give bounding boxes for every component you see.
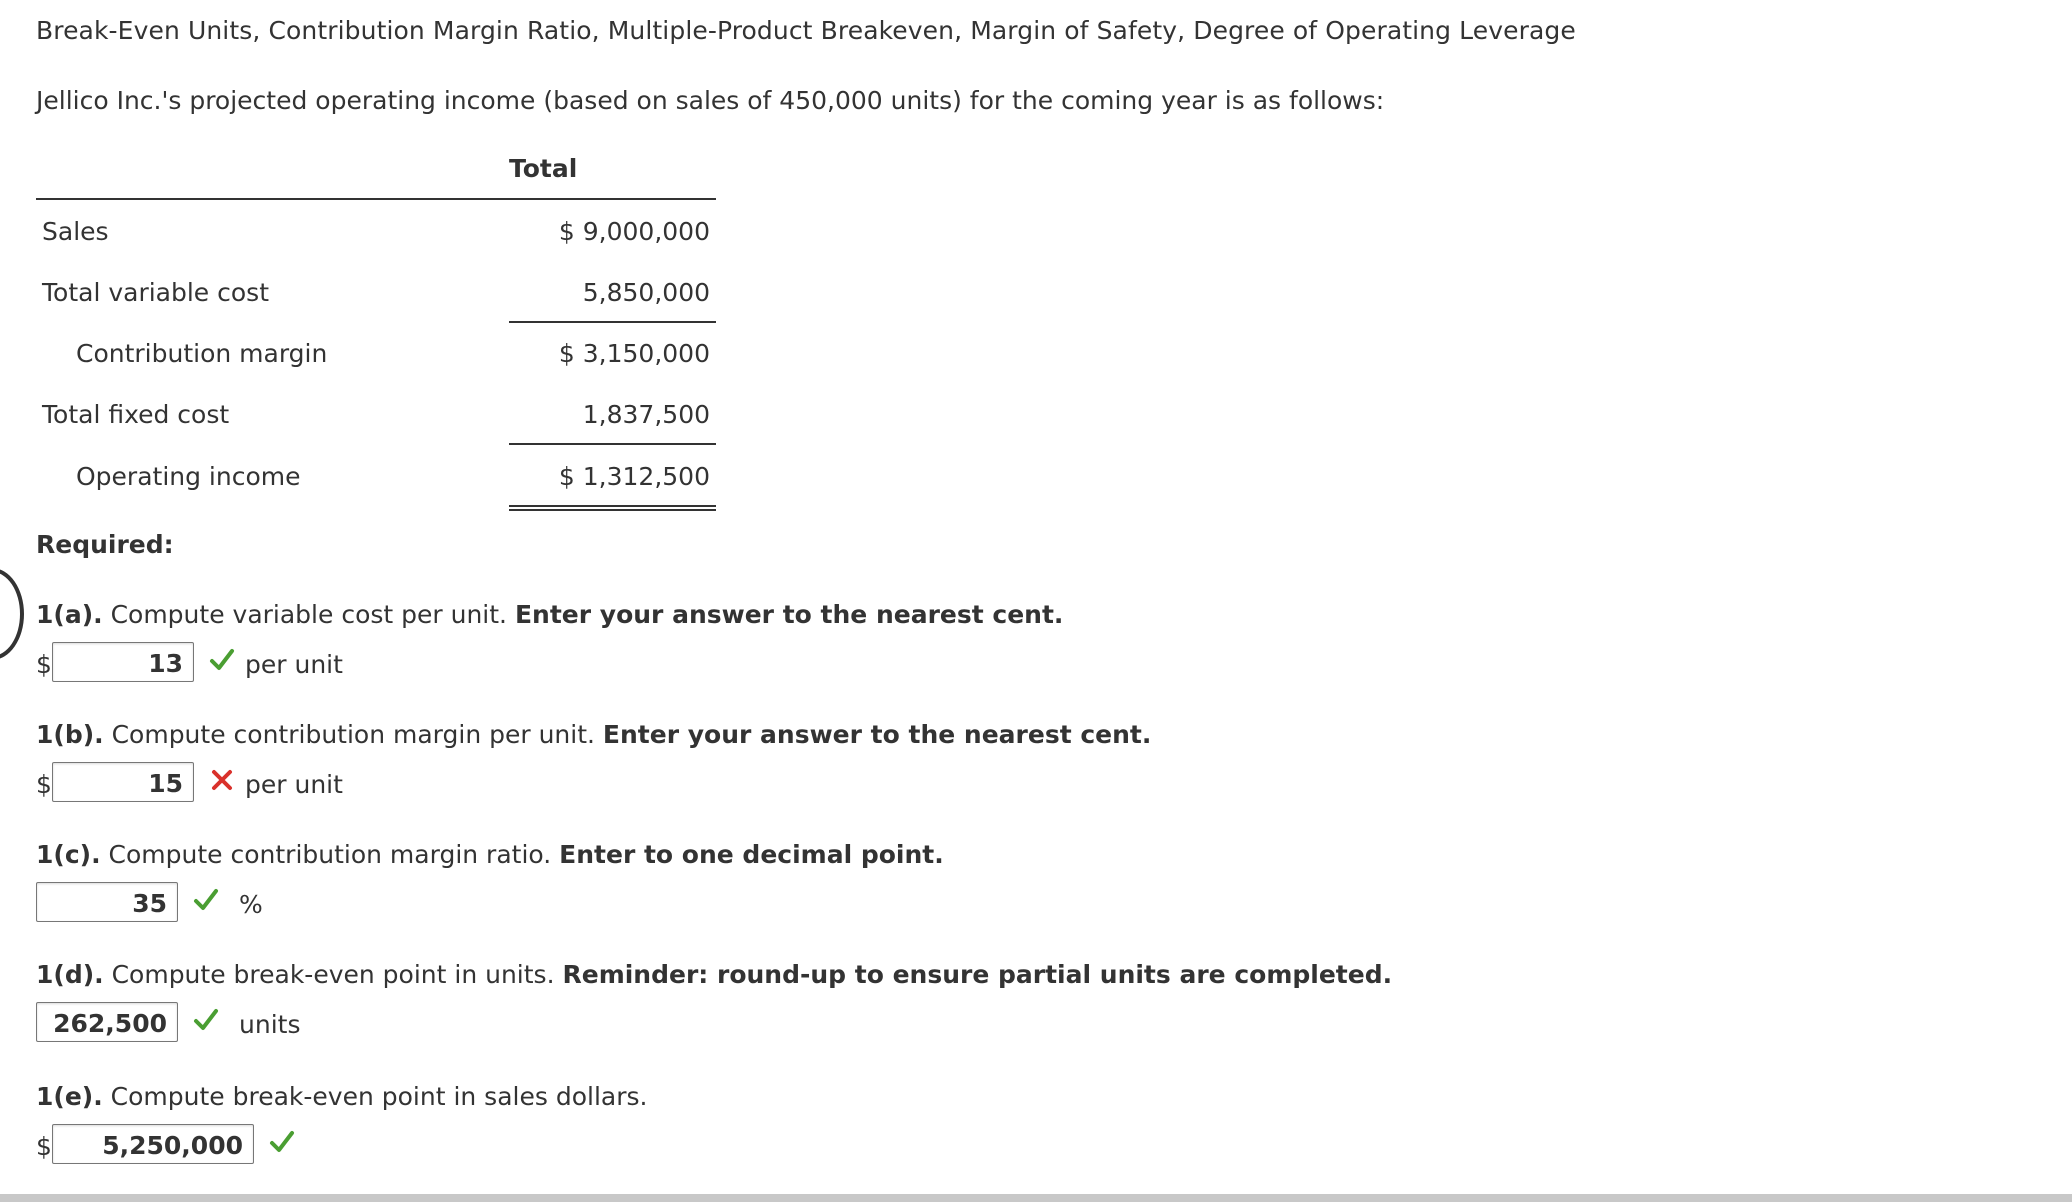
statement-row-variable-cost xyxy=(36,261,716,321)
statement-row-fixed-cost xyxy=(36,383,716,443)
correct-check-icon xyxy=(208,646,236,674)
answer-input-1a[interactable]: 13 xyxy=(52,642,194,682)
row-value: 5,850,000 xyxy=(582,278,710,307)
correct-check-icon xyxy=(192,886,220,914)
correct-check-icon xyxy=(192,1006,220,1034)
required-heading: Required: xyxy=(36,530,174,559)
question-text: Compute contribution margin per unit. xyxy=(103,720,603,749)
question-number: 1(e). xyxy=(36,1082,103,1111)
unit-label: % xyxy=(239,890,263,919)
row-value: $ 9,000,000 xyxy=(558,217,710,246)
answer-input-1c[interactable]: 35 xyxy=(36,882,178,922)
answer-row-1c xyxy=(36,882,436,926)
statement-row-contribution-margin xyxy=(36,322,716,382)
answer-input-1d[interactable]: 262,500 xyxy=(36,1002,178,1042)
question-number: 1(a). xyxy=(36,600,103,629)
scroll-indicator xyxy=(0,568,24,660)
row-value: $ 3,150,000 xyxy=(558,339,710,368)
question-instruction: Reminder: round-up to ensure partial units are completed. xyxy=(562,960,1393,989)
statement-header xyxy=(36,150,716,200)
question-1d xyxy=(36,960,1392,989)
question-text: Compute break-even point in units. xyxy=(103,960,563,989)
currency-prefix: $ xyxy=(36,1132,52,1161)
question-number: 1(d). xyxy=(36,960,104,989)
question-1c xyxy=(36,840,944,869)
answer-input-1e[interactable]: 5,250,000 xyxy=(52,1124,254,1164)
correct-check-icon xyxy=(268,1128,296,1156)
incorrect-x-icon xyxy=(208,766,236,794)
question-text: Compute variable cost per unit. xyxy=(102,600,515,629)
answer-row-1d xyxy=(36,1002,436,1046)
question-instruction: Enter your answer to the nearest cent. xyxy=(514,600,1064,629)
currency-prefix: $ xyxy=(36,770,52,799)
answer-input-1b[interactable]: 15 xyxy=(52,762,194,802)
question-instruction: Enter your answer to the nearest cent. xyxy=(602,720,1152,749)
question-1e xyxy=(36,1082,647,1111)
row-value: $ 1,312,500 xyxy=(558,462,710,491)
question-1a xyxy=(36,600,1063,629)
answer-row-1a xyxy=(36,642,436,686)
column-header-total: Total xyxy=(509,154,578,183)
row-label: Total fixed cost xyxy=(42,400,230,429)
problem-title: Break-Even Units, Contribution Margin Ratio, Multiple-Product Breakeven, Margin of Safety, Degree of Operating Leverage xyxy=(36,16,1576,45)
row-label: Sales xyxy=(42,217,109,246)
statement-row-sales xyxy=(36,200,716,260)
statement-row-operating-income xyxy=(36,445,716,505)
question-1b xyxy=(36,720,1151,749)
bottom-edge-bar xyxy=(0,1194,2072,1202)
row-value: 1,837,500 xyxy=(582,400,710,429)
problem-intro: Jellico Inc.'s projected operating income (based on sales of 450,000 units) for the coming year is as follows: xyxy=(36,86,1385,115)
question-text: Compute contribution margin ratio. xyxy=(100,840,560,869)
currency-prefix: $ xyxy=(36,650,52,679)
row-label: Total variable cost xyxy=(42,278,270,307)
unit-label: per unit xyxy=(245,770,343,799)
answer-row-1e xyxy=(36,1124,436,1168)
row-label: Contribution margin xyxy=(76,339,328,368)
unit-label: per unit xyxy=(245,650,343,679)
unit-label: units xyxy=(239,1010,301,1039)
answer-row-1b xyxy=(36,762,436,806)
question-number: 1(c). xyxy=(36,840,101,869)
row-label: Operating income xyxy=(76,462,301,491)
question-number: 1(b). xyxy=(36,720,104,749)
question-text: Compute break-even point in sales dollars. xyxy=(102,1082,648,1111)
question-instruction: Enter to one decimal point. xyxy=(559,840,944,869)
